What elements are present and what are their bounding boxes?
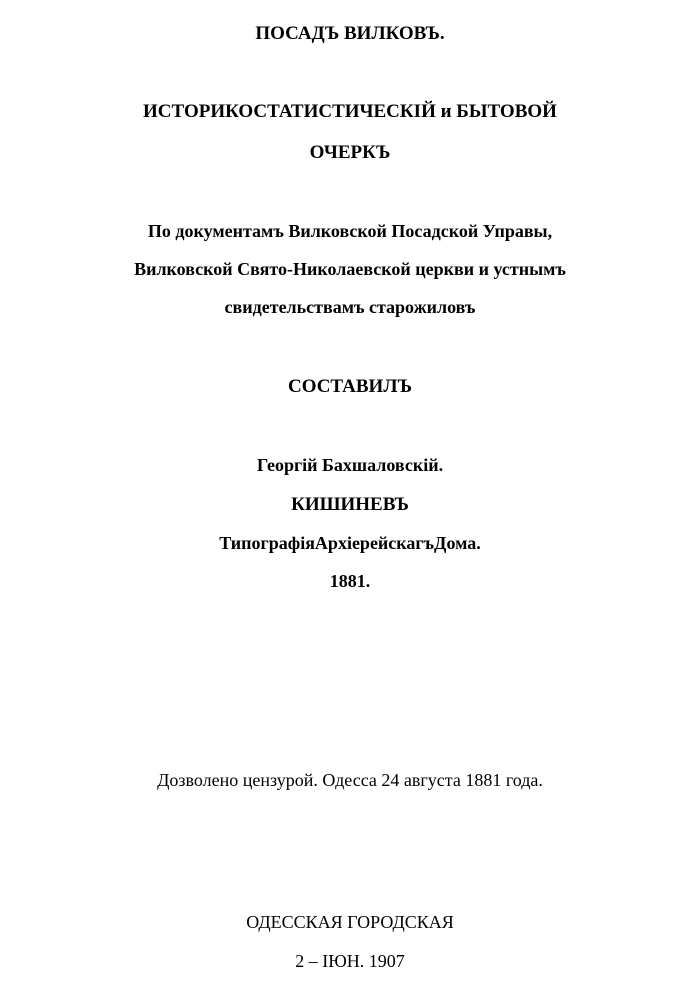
book-title: ПОСАДЪ ВИЛКОВЪ. [255,23,445,44]
subtitle-line-2: ОЧЕРКЪ [309,142,391,163]
sources-line-2: Вилковской Свято-Николаевской церкви и устнымъ [134,259,566,279]
author-name: Георгій Бахшаловскій. [256,455,444,475]
subtitle-line-1: ИСТОРИКОСТАТИСТИЧЕСКІЙ и БЫТОВОЙ [143,101,557,122]
compiled-by-label: СОСТАВИЛЪ [287,376,413,397]
sources-line-3: свидетельствамъ старожиловъ [224,297,476,317]
publication-year: 1881. [329,571,371,591]
stamp-date: 2 – ІЮН. 1907 [295,951,405,971]
city-name: КИШИНЕВЪ [291,494,409,515]
library-stamp-text: ОДЕССКАЯ ГОРОДСКАЯ [246,912,454,932]
censorship-note: Дозволено цензурой. Одесса 24 августа 1881 года. [157,770,543,790]
printer-name: ТипографіяАрхіерейскагъДома. [219,533,481,553]
sources-line-1: По документамъ Вилковской Посадской Управы, [147,221,553,241]
